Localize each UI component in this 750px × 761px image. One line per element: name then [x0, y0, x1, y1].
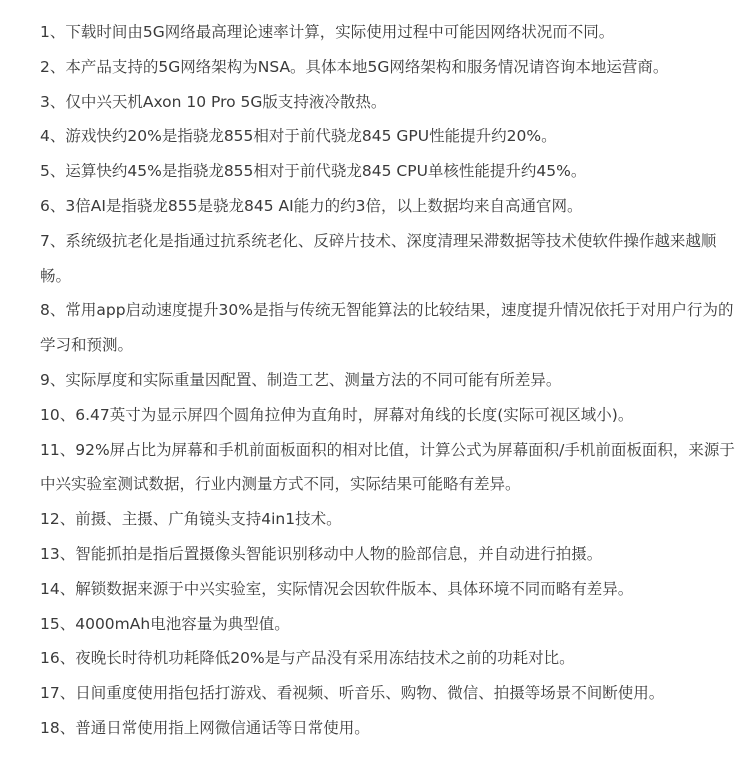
footnote-item: 11、92%屏占比为屏幕和手机前面板面积的相对比值，计算公式为屏幕面积/手机前面板面积，来源于中兴实验室测试数据，行业内测量方式不同，实际结果可能略有差异。 [40, 440, 735, 494]
footnote-item: 18、普通日常使用指上网微信通话等日常使用。 [40, 718, 370, 737]
footnote-item: 17、日间重度使用指包括打游戏、看视频、听音乐、购物、微信、拍摄等场景不间断使用。 [40, 684, 665, 703]
footnote-item: 5、运算快约45%是指骁龙855相对于前代骁龙845 CPU单核性能提升约45%。 [40, 162, 587, 181]
footnote-list [40, 15, 745, 746]
footnote-item: 8、常用app启动速度提升30%是指与传统无智能算法的比较结果，速度提升情况依托于对用户行为的学习和预测。 [40, 301, 734, 355]
footnote-item: 4、游戏快约20%是指骁龙855相对于前代骁龙845 GPU性能提升约20%。 [40, 127, 557, 146]
footnote-item: 7、系统级抗老化是指通过抗系统老化、反碎片技术、深度清理呆滞数据等技术使软件操作越来越顺畅。 [40, 231, 717, 285]
footnote-item: 12、前摄、主摄、广角镜头支持4in1技术。 [40, 510, 342, 529]
footnote-item: 6、3倍AI是指骁龙855是骁龙845 AI能力的约3倍，以上数据均来自高通官网。 [40, 196, 583, 215]
footnote-item: 9、实际厚度和实际重量因配置、制造工艺、测量方法的不同可能有所差异。 [40, 370, 562, 389]
footnote-item: 2、本产品支持的5G网络架构为NSA。具体本地5G网络架构和服务情况请咨询本地运营商。 [40, 57, 669, 76]
footnote-item: 15、4000mAh电池容量为典型值。 [40, 614, 290, 633]
footnote-item: 1、下载时间由5G网络最高理论速率计算，实际使用过程中可能因网络状况而不同。 [40, 23, 615, 41]
footnote-item: 16、夜晚长时待机功耗降低20%是与产品没有采用冻结技术之前的功耗对比。 [40, 649, 575, 668]
footnote-item: 3、仅中兴天机Axon 10 Pro 5G版支持液冷散热。 [40, 92, 387, 111]
footnote-item: 13、智能抓拍是指后置摄像头智能识别移动中人物的脸部信息，并自动进行拍摄。 [40, 544, 603, 563]
footnote-item: 10、6.47英寸为显示屏四个圆角拉伸为直角时，屏幕对角线的长度(实际可视区域小)。 [40, 405, 634, 424]
footnote-item: 14、解锁数据来源于中兴实验室，实际情况会因软件版本、具体环境不同而略有差异。 [40, 579, 634, 598]
